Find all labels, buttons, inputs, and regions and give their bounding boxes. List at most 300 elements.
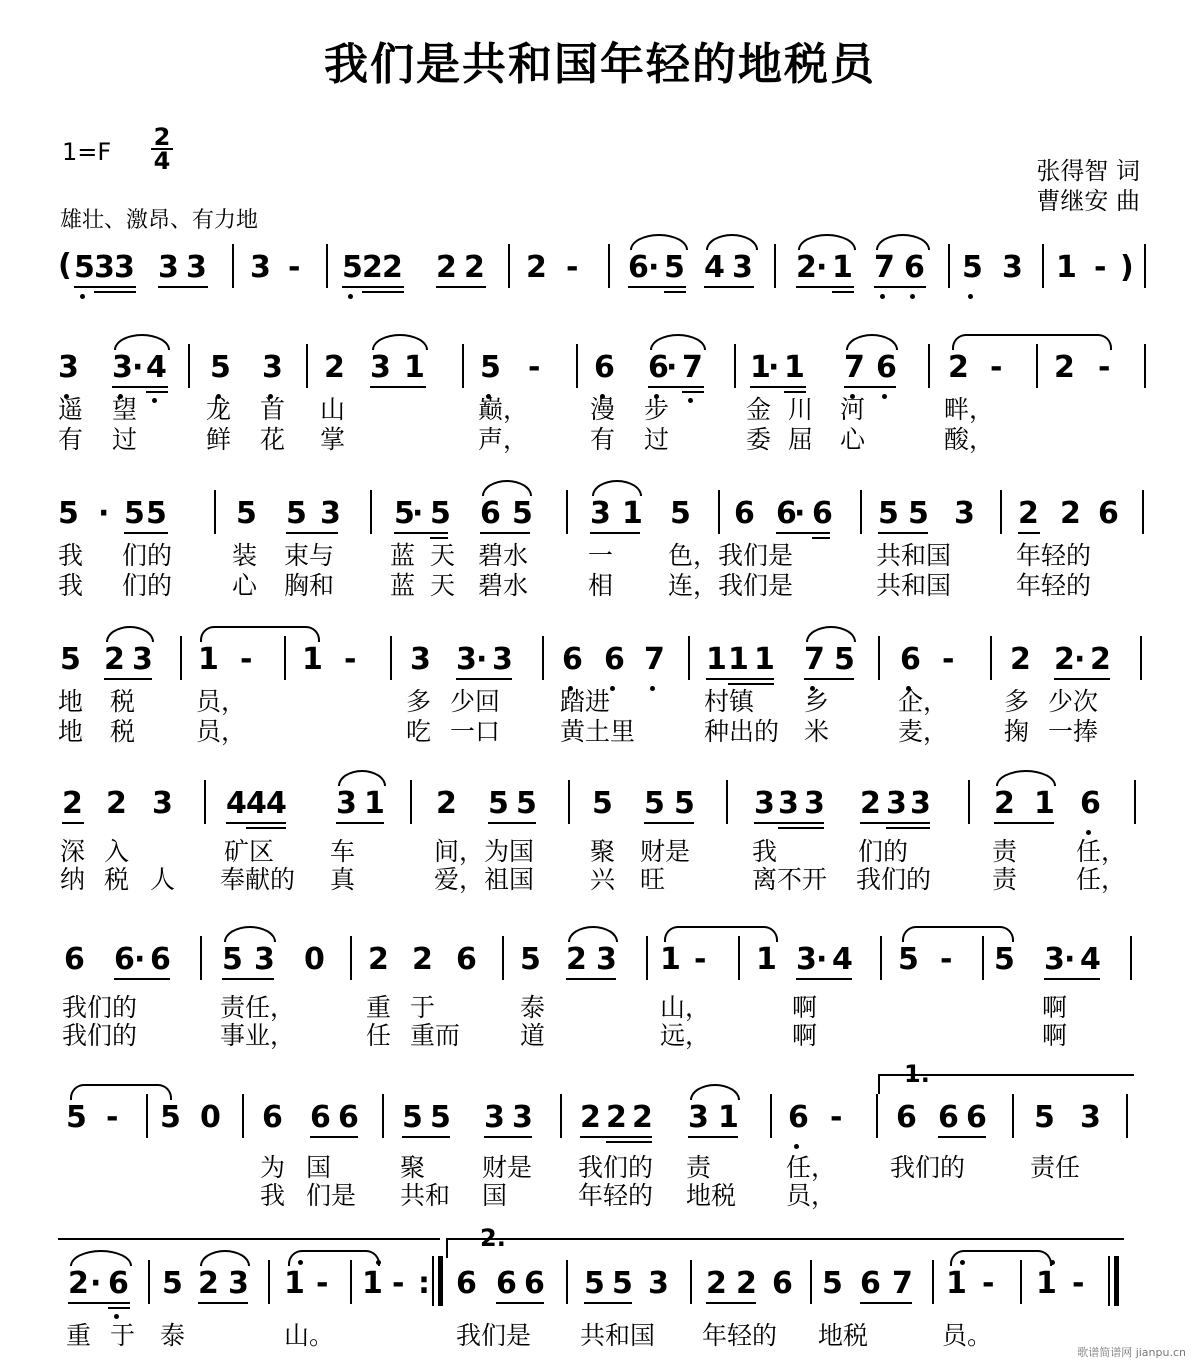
note: 6: [788, 1100, 809, 1135]
lyric: 山。: [284, 1321, 335, 1350]
note: 2: [62, 786, 83, 821]
note: 6: [604, 642, 625, 677]
lyric: 心: [840, 425, 866, 454]
note: ·: [794, 496, 806, 531]
notes-row: [0, 240, 1200, 320]
note: ·: [132, 350, 144, 385]
barline: [690, 1260, 692, 1304]
barline: [810, 1260, 812, 1304]
note: 3: [1044, 942, 1065, 977]
barline: [860, 490, 862, 534]
note: 3: [648, 1266, 669, 1301]
underline: [566, 978, 616, 980]
lyric: 财是: [640, 837, 691, 866]
lyric-line-2: [0, 1022, 1200, 1050]
underline: [832, 291, 854, 293]
slur: [372, 334, 428, 350]
lyric: 们的: [858, 837, 909, 866]
note: 5: [162, 1266, 183, 1301]
octave-dot: [794, 1144, 799, 1149]
note: 2: [324, 350, 345, 385]
barline: [200, 936, 202, 980]
underline: [580, 1136, 652, 1138]
underline: [94, 291, 136, 293]
lyric: 步: [644, 395, 670, 424]
note: 6: [1080, 786, 1101, 821]
lyric: 黄土里: [560, 717, 636, 746]
system-4: [0, 776, 1200, 906]
note: 6: [812, 496, 833, 531]
slur: [106, 626, 154, 642]
underline: [584, 1302, 632, 1304]
barline: [542, 636, 544, 680]
underline: [488, 822, 536, 824]
lyric: 们是: [306, 1181, 357, 1210]
lyric: 鲜: [206, 425, 232, 454]
repeat-sign: :: [418, 1266, 430, 1301]
note: 3: [186, 250, 207, 285]
lyric: 麦，: [898, 717, 949, 746]
system-3: [0, 632, 1200, 762]
barline: [326, 244, 328, 288]
barline: [1020, 1260, 1022, 1304]
underline: [860, 822, 930, 824]
lyric: 任，: [1076, 865, 1127, 894]
lyric: 我: [260, 1181, 286, 1210]
note: 3: [796, 942, 817, 977]
note: 5: [66, 1100, 87, 1135]
lyric: 为: [260, 1153, 286, 1182]
lyric: 吃: [406, 717, 432, 746]
slur: [876, 234, 930, 250]
note: 3: [228, 1266, 249, 1301]
lyric-line-2: [0, 426, 1200, 454]
underline: [796, 286, 854, 288]
note: 5: [516, 786, 537, 821]
barline: [148, 1260, 150, 1304]
note: 7: [892, 1266, 913, 1301]
slur: [798, 234, 856, 250]
note: 7: [644, 642, 665, 677]
note: -: [1098, 350, 1111, 385]
lyric-line-1: [0, 396, 1200, 424]
note: ·: [1064, 942, 1076, 977]
lyric: 川: [788, 395, 814, 424]
note: -: [106, 1100, 119, 1135]
underline: [310, 1136, 358, 1138]
note: 2: [606, 1100, 627, 1135]
lyric: 地税: [686, 1181, 737, 1210]
lyric: 花: [260, 425, 286, 454]
lyric: 首: [260, 395, 286, 424]
underline: [812, 537, 830, 539]
lyric: 泰: [520, 993, 546, 1022]
tie: [70, 1084, 172, 1100]
underline: [394, 532, 448, 534]
underline: [606, 1141, 652, 1143]
underline: [336, 822, 384, 824]
note: 2: [382, 250, 403, 285]
lyric: 纳: [60, 865, 86, 894]
underline: [648, 386, 704, 388]
barline: [410, 780, 412, 824]
lyric: 入: [104, 837, 130, 866]
lyric: 们的: [122, 571, 173, 600]
note: 6: [776, 496, 797, 531]
note: 5: [124, 496, 145, 531]
lyric: 乡: [804, 687, 830, 716]
note: 5: [222, 942, 243, 977]
note: 2: [994, 786, 1015, 821]
octave-dot: [114, 1314, 119, 1319]
lyric: 们的: [122, 541, 173, 570]
lyric: 声，: [478, 425, 529, 454]
lyric: 责任，: [220, 993, 296, 1022]
lyric: 巅，: [478, 395, 529, 424]
note: 6: [496, 1266, 517, 1301]
barline: [688, 636, 690, 680]
barline: [1042, 244, 1044, 288]
volta-label-1: 1.: [904, 1060, 930, 1088]
note: 1: [660, 942, 681, 977]
note: -: [392, 1266, 405, 1301]
lyric: 村镇: [704, 687, 755, 716]
lyric: 重而: [410, 1021, 461, 1050]
barline: [1130, 936, 1132, 980]
slur: [996, 770, 1056, 786]
note: 6: [262, 1100, 283, 1135]
note: 3: [590, 496, 611, 531]
note: 2: [948, 350, 969, 385]
underline: [402, 1136, 450, 1138]
note: 3: [112, 350, 133, 385]
note: 3: [336, 786, 357, 821]
underline: [628, 286, 686, 288]
lyric-line-1: [0, 1154, 1200, 1182]
lyric: 天: [430, 571, 456, 600]
note: 1: [718, 1100, 739, 1135]
note: 5: [488, 786, 509, 821]
lyric: 责: [992, 837, 1018, 866]
underline: [246, 827, 286, 829]
lyric: 漫: [590, 395, 616, 424]
system-intro: [0, 240, 1200, 300]
slur: [846, 334, 898, 350]
note: 4: [832, 942, 853, 977]
barline: [146, 1094, 148, 1138]
note: 2: [436, 250, 457, 285]
note: 1: [622, 496, 643, 531]
lyric: 有: [590, 425, 616, 454]
barline: [306, 344, 308, 388]
lyric: 旺: [640, 865, 666, 894]
underline: [226, 822, 286, 824]
note: 5: [146, 496, 167, 531]
underline: [784, 391, 806, 393]
lyric: 员，: [786, 1181, 837, 1210]
lyric: 望: [112, 395, 138, 424]
slur: [200, 1250, 250, 1266]
lyric: 酸，: [944, 425, 995, 454]
note: 5: [898, 942, 919, 977]
note: 5: [908, 496, 929, 531]
underline: [860, 1302, 912, 1304]
lyric: 金: [746, 395, 772, 424]
note: 6: [310, 1100, 331, 1135]
underline: [590, 532, 640, 534]
note: ): [1120, 250, 1134, 285]
note: 6: [114, 942, 135, 977]
note: 1: [754, 642, 775, 677]
lyric: 多: [406, 687, 432, 716]
lyric: 一捧: [1048, 717, 1099, 746]
note: 4: [704, 250, 725, 285]
slur: [224, 926, 276, 942]
lyric: 掬: [1004, 717, 1030, 746]
note: 1: [728, 642, 749, 677]
lyric: 共和国: [580, 1321, 656, 1350]
note: 3: [94, 250, 115, 285]
barline: [350, 936, 352, 980]
underline: [286, 532, 338, 534]
tie: [664, 926, 778, 942]
tie: [288, 1250, 380, 1266]
note: 3: [370, 350, 391, 385]
note: 5: [1034, 1100, 1055, 1135]
lyric: 有: [58, 425, 84, 454]
barline: [734, 344, 736, 388]
note: 2: [526, 250, 547, 285]
barline: [350, 1260, 352, 1304]
note: 3: [886, 786, 907, 821]
lyric: 泰: [160, 1321, 186, 1350]
lyric-line-2: [0, 866, 1200, 894]
lyric: 远，: [660, 1021, 711, 1050]
barline: [774, 244, 776, 288]
note: -: [1072, 1266, 1085, 1301]
lyric: 种出的: [704, 717, 780, 746]
note: ·: [648, 250, 660, 285]
underline: [198, 1302, 248, 1304]
octave-dot: [968, 294, 973, 299]
note: 1: [404, 350, 425, 385]
barline: [180, 636, 182, 680]
note: ·: [134, 942, 146, 977]
note: 5: [822, 1266, 843, 1301]
lyric: 道: [520, 1021, 546, 1050]
note: 6: [524, 1266, 545, 1301]
note: -: [940, 942, 953, 977]
lyric-line-2: [0, 1182, 1200, 1210]
barline: [508, 244, 510, 288]
note: 5: [520, 942, 541, 977]
lyric: 踏进: [560, 687, 611, 716]
barline: [726, 780, 728, 824]
lyric: 车: [330, 837, 356, 866]
barline: [1144, 344, 1146, 388]
barline: [1126, 1094, 1128, 1138]
underline: [104, 678, 152, 680]
note: 2: [1054, 642, 1075, 677]
lyric: 税: [110, 687, 136, 716]
barline: [204, 780, 206, 824]
note: -: [344, 642, 357, 677]
barline: [646, 936, 648, 980]
lyric: 任，: [1076, 837, 1127, 866]
note: -: [288, 250, 301, 285]
underline: [436, 286, 486, 288]
note: 3: [732, 250, 753, 285]
lyric: 年轻的: [1016, 541, 1092, 570]
slur: [338, 770, 386, 786]
barline: [462, 344, 464, 388]
note: ·: [1074, 642, 1086, 677]
lyric: 共和国: [876, 571, 952, 600]
note: 1: [706, 642, 727, 677]
note: -: [566, 250, 579, 285]
note: 3: [320, 496, 341, 531]
note: 6: [150, 942, 171, 977]
lyric: 束与: [284, 541, 335, 570]
underline: [804, 678, 854, 680]
lyric: 离不开: [752, 865, 828, 894]
lyric: 爱，祖国: [434, 865, 535, 894]
barline: [560, 1094, 562, 1138]
lyric: 委: [746, 425, 772, 454]
system-5: [0, 932, 1200, 1062]
note: 2: [198, 1266, 219, 1301]
lyric: 我们的: [578, 1153, 654, 1182]
note: 3: [804, 786, 825, 821]
note: 5: [670, 496, 691, 531]
underline: [664, 291, 686, 293]
barline: [1012, 1094, 1014, 1138]
barline: [770, 1094, 772, 1138]
lyric-line-1: [0, 1322, 1200, 1350]
octave-dot: [80, 294, 85, 299]
note: 2: [106, 786, 127, 821]
lyric: 任，: [786, 1153, 837, 1182]
note: -: [240, 642, 253, 677]
note: 6: [772, 1266, 793, 1301]
barline: [738, 936, 740, 980]
note: 5: [674, 786, 695, 821]
underline: [706, 1302, 756, 1304]
note: 5: [644, 786, 665, 821]
lyric: 税: [104, 865, 130, 894]
lyric-line-2: [0, 718, 1200, 746]
barline: [502, 936, 504, 980]
note: 5: [342, 250, 363, 285]
note: 6: [456, 1266, 477, 1301]
note: -: [316, 1266, 329, 1301]
note: 1: [302, 642, 323, 677]
lyric: 多: [1004, 687, 1030, 716]
lyric: 啊: [1042, 993, 1068, 1022]
underline: [430, 537, 448, 539]
lyric-line-1: [0, 542, 1200, 570]
note: 0: [200, 1100, 221, 1135]
lyric: 年轻的: [702, 1321, 778, 1350]
barline: [968, 780, 970, 824]
underline: [124, 532, 168, 534]
note: 3: [492, 642, 513, 677]
underline: [74, 286, 136, 288]
underline: [778, 827, 824, 829]
lyric: 过: [644, 425, 670, 454]
note: 6: [338, 1100, 359, 1135]
lyric: 一: [588, 541, 614, 570]
underline: [704, 286, 754, 288]
underline: [728, 683, 774, 685]
lyric: 重: [66, 1321, 92, 1350]
lyric: 一口: [450, 717, 501, 746]
underline: [994, 822, 1054, 824]
note: 1: [198, 642, 219, 677]
final-barline: [1114, 1256, 1119, 1306]
lyric: 我们的: [856, 865, 932, 894]
note: 1: [750, 350, 771, 385]
underline: [938, 1136, 986, 1138]
octave-dot: [1086, 830, 1091, 835]
underline: [1018, 532, 1040, 534]
note: 6: [900, 642, 921, 677]
lyric: 我: [752, 837, 778, 866]
volta-label-2: 2.: [480, 1224, 506, 1252]
underline: [1044, 978, 1100, 980]
lyric: 责任: [1030, 1153, 1081, 1182]
note: 6: [896, 1100, 917, 1135]
slur: [592, 480, 642, 496]
barline: [928, 344, 930, 388]
barline: [982, 936, 984, 980]
note: 1: [284, 1266, 305, 1301]
lyric: 地: [58, 717, 84, 746]
slur: [806, 626, 856, 642]
underline: [886, 827, 930, 829]
note: 3: [954, 496, 975, 531]
slur: [630, 234, 688, 250]
lyric: 遥: [58, 395, 84, 424]
note: -: [830, 1100, 843, 1135]
note: 3: [410, 642, 431, 677]
note: 7: [874, 250, 895, 285]
note: 2: [1054, 350, 1075, 385]
note: 6: [480, 496, 501, 531]
lyric: 年轻的: [578, 1181, 654, 1210]
barline: [1140, 636, 1142, 680]
lyric: 我们的: [62, 993, 138, 1022]
lyric: 天: [430, 541, 456, 570]
barline: [382, 1094, 384, 1138]
barline: [1036, 344, 1038, 388]
lyric-line-1: [0, 838, 1200, 866]
note: 5: [878, 496, 899, 531]
lyric-line-1: [0, 994, 1200, 1022]
underline: [62, 822, 84, 824]
lyric: 心: [232, 571, 258, 600]
barline: [188, 344, 190, 388]
note: 6: [64, 942, 85, 977]
lyric: 员，: [196, 687, 247, 716]
lyric: 矿区: [224, 837, 275, 866]
lyric: 装: [232, 541, 258, 570]
underline: [1054, 678, 1110, 680]
barline: [932, 1260, 934, 1304]
barline: [718, 490, 720, 534]
expression-mark: 雄壮、激昂、有力地: [60, 208, 259, 233]
underline: [68, 1302, 130, 1304]
